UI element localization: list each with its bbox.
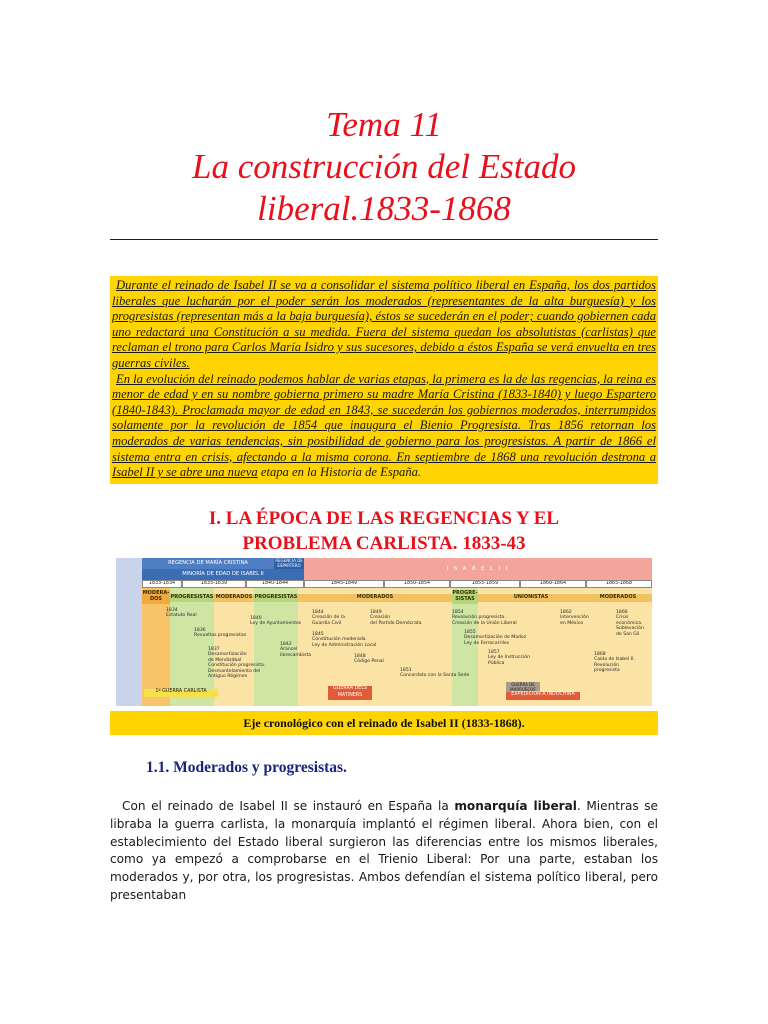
timeline-event: 1862 Intervención en México [560, 610, 589, 626]
timeline-event: 1834 Estatuto Real [166, 608, 197, 619]
timeline-year: 1845-1849 [304, 580, 384, 588]
body-paragraph-1 [110, 798, 658, 905]
title-line-3: liberal.1833-1868 [257, 189, 511, 228]
timeline-event: 1851 Concordato con la Santa Sede [400, 668, 470, 679]
timeline-isabel-band: I S A B E L I I [304, 558, 652, 580]
timeline-tag-indochina: EXPEDICIÓN A INDOCHINA [506, 692, 580, 700]
body-text-after: . Mientras se libraba la guerra carlista, la monarquía implantó el régimen liberal. Ahora bien, con el establecimiento del Estado liberal surgieron las diferencias entre los mismos liberales, como ya empezó a comprobarse en el Trienio Liberal: Por una parte, estaban los moderados y, por otra, los progresistas. Ambos defendían el sistema político liberal, pero presentaban [110, 799, 658, 902]
title-line-1: Tema 11 [326, 105, 442, 144]
body-text-bold: monarquía liberal [454, 799, 577, 813]
intro-paragraph-2-tail: etapa en la Historia de España. [260, 465, 422, 480]
intro-paragraph-2 [112, 372, 656, 481]
timeline-year: 1850-1854 [384, 580, 450, 588]
intro-paragraph-1-text: Durante el reinado de Isabel II se va a consolidar el sistema político liberal en España, los dos partidos liberales que lucharán por el poder serán los moderados (representantes de la alta burguesía) y los progresistas (representan más a la baja burguesía), éstos se sucederán en el poder; cuando gobiernen cada uno redactará una Constitución a su medida. Fuera del sistema quedan los absolutistas (carlistas) que reclaman el trono para Carlos María Isidro y sus sucesores, debido a éstos España se verá envuelta en tres guerras civiles. [112, 278, 656, 370]
timeline-year: 1835-1839 [182, 580, 246, 588]
intro-paragraph-1 [112, 278, 656, 372]
body-paragraph [110, 798, 658, 905]
timeline-event: 1842 Arancel librecambista [280, 642, 312, 658]
timeline-event: 1857 Ley de Instrucción Pública [488, 650, 530, 666]
timeline-head: MODERA-DOS [142, 590, 170, 602]
timeline-head: PROGRE-SISTAS [452, 590, 478, 602]
title-line-2: La construcción del Estado [192, 147, 576, 186]
timeline-head: PROGRESISTAS [254, 594, 298, 600]
timeline-head: MODERADOS [584, 594, 652, 602]
timeline-event: 1854 Revolución progresista. Creación de la Unión Liberal [452, 610, 517, 626]
timeline-event: 1848 Código Penal [354, 654, 384, 665]
body-text-before: Con el reinado de Isabel II se instauró en España la [122, 799, 455, 813]
timeline-corner [116, 558, 142, 580]
timeline-event: 1855 Desamortización de Madoz Ley de Ferrocarriles [464, 630, 527, 646]
timeline-event: 1849 Creación del Partido Demócrata [370, 610, 422, 626]
timeline-year-corner [116, 580, 142, 588]
timeline-tag-marruecos: GUERRA DE MARRUECOS [506, 682, 540, 692]
document-title [110, 104, 658, 230]
timeline-event: 1844 Creación de la Guardia Civil [312, 610, 345, 626]
timeline-tag-carlista: 1ª GUERRA CARLISTA [144, 689, 218, 697]
timeline-caption: Eje cronológico con el reinado de Isabel II (1833-1868). [110, 711, 658, 735]
timeline-head: MODERADOS [298, 594, 452, 602]
timeline-year: 1860-1864 [520, 580, 586, 588]
timeline-year: 1865-1868 [586, 580, 652, 588]
timeline-year: 1840-1844 [246, 580, 304, 588]
title-divider [110, 239, 658, 240]
intro-paragraph-2-text: En la evolución del reinado podemos hablar de varias etapas, la primera es la de las regencias, la reina es menor de edad y en su nombre gobierna primero su madre María Cristina (1833-1840) y luego Espartero (1840-1843). Proclamada mayor de edad en 1843, se sucederán los gobiernos moderados, interrumpidos solamente por la revolución de 1854 que inaugura el Bienio Progresista. Tras 1856 retornan los moderados de varias tendencias, sin posibilidad de gobierno para los progresistas. A partir de 1866 el sistema entra en crisis, afectando a la misma corona. En septiembre de 1868 una revolución destrona a Isabel II y se abre una nueva [112, 371, 656, 480]
timeline-col-progresistas [452, 588, 478, 706]
timeline-year: 1833-1834 [142, 580, 182, 588]
timeline-figure [116, 558, 652, 706]
timeline-head: MODERADOS [215, 594, 253, 600]
timeline-col-moderados [584, 588, 652, 706]
timeline-regencia-mc: REGENCIA DE MARÍA CRISTINA [142, 558, 274, 569]
subsection-heading: 1.1. Moderados y progresistas. [146, 759, 347, 776]
intro-summary-box [110, 276, 658, 484]
timeline-minoria: MINORÍA DE EDAD DE ISABEL II [142, 569, 304, 580]
timeline-head: PROGRESISTAS [170, 594, 214, 600]
timeline-head: UNIONISTAS [478, 594, 584, 602]
section-heading-line-1: I. LA ÉPOCA DE LAS REGENCIAS Y EL [208, 508, 560, 529]
timeline-event: 1840 Ley de Ayuntamientos [250, 616, 302, 627]
timeline-event: 1866 Crisis económica. Sublevación de San Gil [616, 610, 644, 637]
timeline-year: 1855-1859 [450, 580, 520, 588]
timeline-event: 1836 Revueltas progresistas [194, 628, 247, 639]
section-heading [110, 506, 658, 556]
timeline-left-margin [116, 588, 142, 706]
timeline-event: 1868 Caída de Isabel II. Revolución progresista [594, 652, 635, 674]
timeline-regencia-espartero: REGENCIA DE ESPARTERO [275, 558, 303, 568]
timeline-event: 1837 Desamortización de Mendizábal Constitución progresista. Desmantelamiento del Antiguo Régimen [208, 647, 266, 680]
timeline-event: 1845 Constitución moderada Ley de Administración Local [312, 632, 377, 648]
timeline-tag-matiners: GUERRA DELS MATINERS [328, 686, 372, 700]
section-heading-line-2: PROBLEMA CARLISTA. 1833-43 [242, 533, 526, 554]
